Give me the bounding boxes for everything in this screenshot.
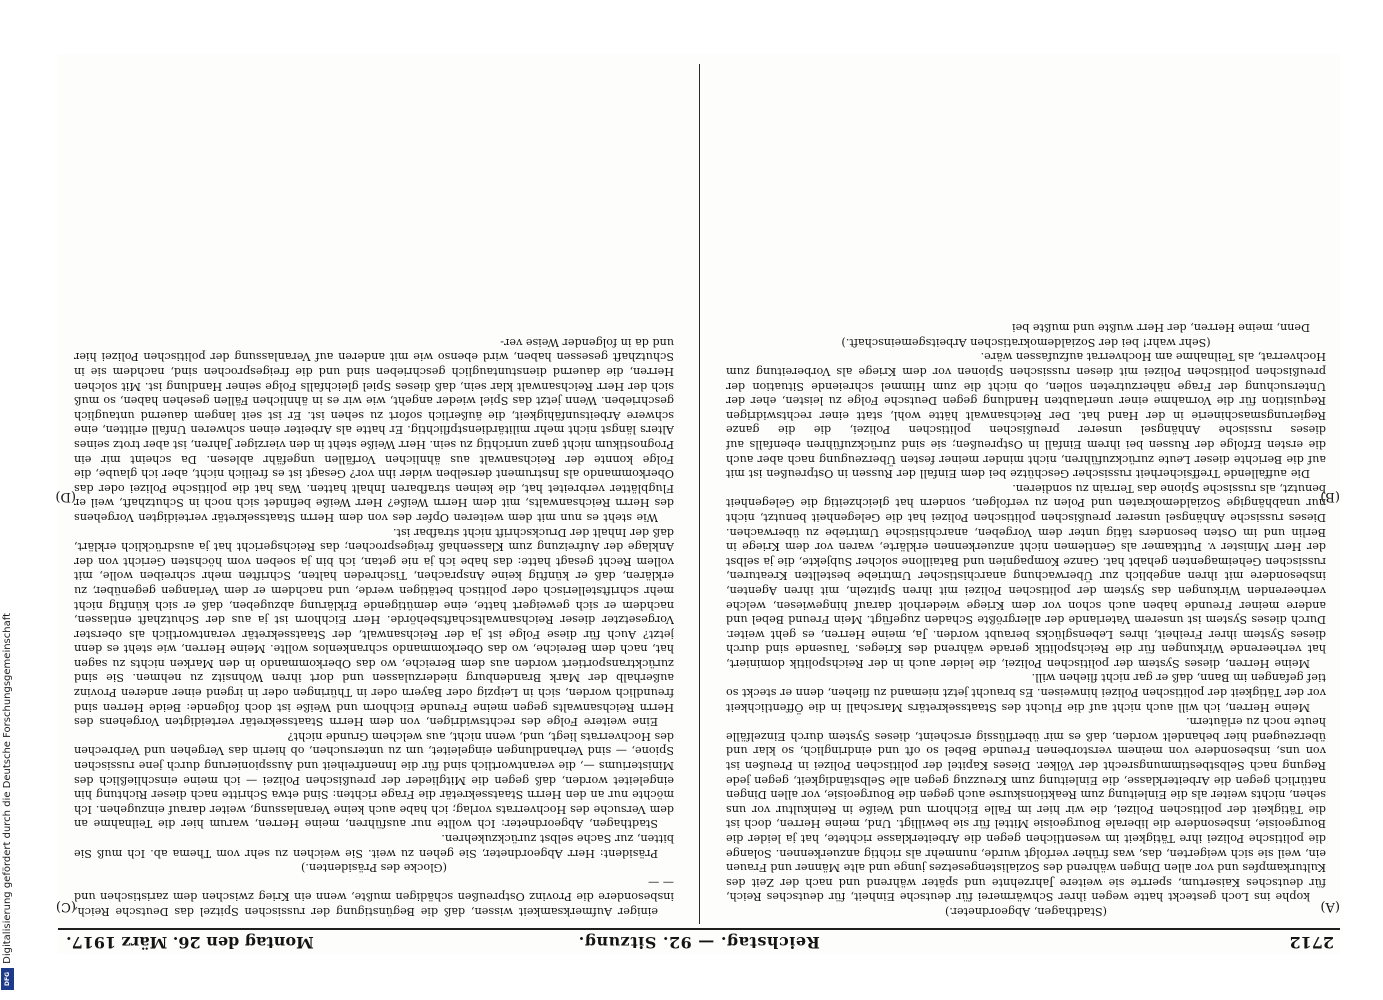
paragraph: Die auffallende Treffsicherheit russischer Geschütze bei dem Einfall der Russen in Ostpreußen ist mit auf die Berichte dieser Leute zurückzuführen, nicht minder meiner festen Überzeugung nach aber auch die ersten Erfolge der Russen bei ihrem Einfall in Ostpreußen; sie sind zurückzuführen ebenfalls auf dieses russische Anhängsel unserer preußischen politischen Polizei, die die ganze Regierungsmaschinerie in der Hand hat. Der Reichsanwalt hätte wohl, statt einer rechtswidrigen Requisition für die Vornahme einer unerlaubten Handlung gegen Deutsche Folge zu leisten, eher der Untersuchung der Frage näherzutreten sollen, ob nicht die zum Himmel schreiende Situation der preußischen politischen Polizei mit diesen russischen Spionen vor dem Kriege als Vorbereitung zum Hochverrat, als Teilnahme am Hochverrat aufzufassen wäre. xyxy=(726,350,1326,481)
paragraph: kophe ins Loch gesteckt hatte wegen ihrer Schwärmerei für deutsche Einheit, für deutsches Reich, für deutsches Kaisertum, sperrte sie weitere Jahrzehnte und später während und nach der Zeit des Kulturkampfes und vor allen Dingen während des Sozialistengesetzes junge und alte Männer und Frauen ein, weil sie sich weigerten, das, was früher verfolgt wurde, nunmehr als richtig anzuerkennen. Solange die politische Polizei ihre Tätigkeit im wesentlichen gegen die Arbeiterklasse richtete, hat ja leider die Bourgeoisie, insbesondere die liberale Bourgeoisie Mittel für sie bewilligt. Und, meine Herren, doch ist die Tätigkeit der politischen Polizei, die wir hier im Falle Eichhorn und Weiße in Reinkultur vor uns sehen, nichts weiter als die Einleitung zum Reaktionskurse auch gegen die Bourgeoisie, vor allen Dingen natürlich gegen die Arbeiterklasse, die Einleitung zum Kreuzzug gegen alle Selbständigkeit, gegen jede Regung nach Selbstbestimmungsrecht der Völker. Dieses Kapitel der politischen Polizei in Preußen ist von uns, insbesondere von meinem verstorbenen Freunde Bebel so oft und eindringlich, so klar und überzeugend hier behandelt worden, daß es mir überflüssig erscheint, dieses System durch Einzelfälle heute noch zu erläutern. xyxy=(726,715,1326,904)
paragraph: einiger Aufmerksamkeit wissen, daß die Begünstigung der russischen Spitzel das Deutsche Reich, insbesondere die Provinz Ostpreußen schädigen mußte, wenn ein Krieg zwischen dem zaristischen und — — xyxy=(74,875,674,918)
interjection: (Sehr wahr! bei der Sozialdemokratischen Arbeitsgemeinschaft.) xyxy=(841,335,1211,349)
margin-letter-d: (D) xyxy=(55,489,76,504)
paragraph: Denn, meine Herren, der Herr wußte und mußte bei xyxy=(1011,321,1310,335)
session-title: Reichstag. — 92. Sitzung. xyxy=(578,933,820,952)
paragraph: Eine weitere Folge des rechtswidrigen, von dem Herrn Staatssekretär verteidigten Vorgehens des Herrn Reichsanwalts gegen meine Freunde Eichhorn und Weiße ist doch folgende: Beide Herren sind freundlich worden, sich in Leipzig oder Bayern oder in Thüringen oder in irgend einer anderen Provinz außerhalb der Mark Brandenburg niederzulassen und dort ihren Wohnsitz zu nehmen. Sie sind zurücktransportiert worden aus dem Bereiche, wo das Oberkommando in den Marken nichts zu sagen hat, nach dem Bereiche, wo das Oberkommando schrankenlos wollte. Meine Herren, wie steht es denn jetzt? Auch für diese Folge ist ja der Reichsanwalt, der Staatssekretär verantwortlich als oberster Vorgesetzter dieser Reichsanwaltschaftsbehörde. Herr Eichhorn ist ja aus der Schutzhaft entlassen, nachdem er sich geweigert hatte, eine demütigende Erklärung abzugeben, daß er sich künftig nicht mehr schriftstellerisch oder politisch betätigen werde, und nachdem er dem Verlangen gegenüber, zu erklären, daß er künftig keine Ansprachen, Tischreden halten, Schriften mehr schreiben wolle, mit vollem Recht gesagt hatte: das habe ich ja nie getan, ich bin ja soeben vom höchsten Gericht von der Anklage der Aufreizung zum Klassenhaß freigesprochen; das Reichsgericht hat ja ausdrücklich erklärt, daß der Inhalt der Druckschrift nicht strafbar ist. xyxy=(74,525,674,729)
margin-letter-c: (C) xyxy=(55,899,76,914)
speaker-heading: (Stadthagen, Abgeordneter.) xyxy=(944,905,1108,918)
page-number: 2712 xyxy=(1289,933,1334,952)
interjection: (Glocke des Präsidenten.) xyxy=(301,861,448,875)
paragraph: Wie steht es nun mit dem weiteren Opfer des von dem Herrn Staatssekretär verteidigten Vorgehens des Herrn Reichsanwalts, mit dem Herrn Weiße? Herr Weiße befindet sich noch in Schutzhaft, weil er Flugblätter verbreitet hat, die keinen strafbaren Inhalt hatten. Was hat die politische Polizei oder das Oberkommando als Instrument derselben wider ihn vor? Gesagt ist es freilich nicht, aber ich glaube, die Folge konnte der Reichsanwalt aus ähnlichen Vorfällen ungefähr ablesen. Da scheint mir ein Prognostikum nicht ganz unrichtig zu sein. Herr Weiße steht in den vierziger Jahren, ist aber trotz seines Alters längst nicht mehr militärdienstpflichtig. Er hatte als Arbeiter einen schweren Unfall erlitten, eine schwere Arbeitsunfähigkeit, die äußerlich sofort zu sehen ist. Er ist seit langem dauernd untauglich geschrieben. Wenn jetzt das Spiel wieder angeht, wie wir es in ähnlichen Fällen gesehen haben, so muß sich der Herr Reichsanwalt klar sein, daß dieses Spiel gleichfalls Folge seiner Handlung ist. Mit solchen Herren, die dauernd dienstuntauglich geschrieben sind und die freigesprochen sind, nachdem sie in Schutzhaft gesessen haben, wird ebenso wie mit anderen auf Veranlassung der politischen Polizei hier und da in folgender Weise ver- xyxy=(74,335,674,524)
session-date: Montag den 26. März 1917. xyxy=(66,933,314,952)
speaker-paragraph: Stadthagen, Abgeordneter: Ich wollte nur ausführen, meine Herren, warum hier die Teilnahme an dem Versuche des Hochverrats vorlag; ich habe auch keine Veranlassung, weiter darauf einzugehen. Ich möchte nur an den Herrn Staatssekretär die Frage richten: Sind etwa Schritte nach dieser Richtung hin eingeleitet worden, daß gegen die Mitglieder der preußischen Polizei — ich meine einschließlich des Ministeriums —, die verantwortlich sind für die Innenfreiheit und Ausspionierung durch jene russischen Spione, — sind Verhandlungen eingeleitet, um zu untersuchen, ob hierin das Vergehen und Verbrechen des Hochverrats liegt, und, wenn nicht, aus welchem Grunde nicht? xyxy=(74,729,674,831)
paragraph: Meine Herren, ich will auch nicht auf die Flucht des Staatssekretärs Marschall in die Öffentlichkeit vor der Tätigkeit der politischen Polizei hinweisen. Es braucht jetzt niemand zu fliehen, denn er steckt so tief gefangen im Bann, daß er gar nicht fliehen will. xyxy=(726,671,1326,714)
credit-text: Digitalisierung gefördert durch die Deutsche Forschungsgemeinschaft xyxy=(2,613,13,964)
digitization-credit xyxy=(1,600,15,994)
paragraph: Meine Herren, dieses System der politischen Polizei, die leider auch in der Reichspolitik dominiert, hat verheerende Wirkungen für die Reichspolitik gerade während des Krieges. Tausende sind durch dieses System ihrer Freiheit, ihres Lebensglücks beraubt worden. Ja, meine Herren, es geht weiter. Durch dieses System ist unserem Vaterlande der allergrößte Schaden zugefügt. Mein Freund Bebel und andere meiner Freunde haben auch schon vor dem Kriege wiederholt darauf hingewiesen, welche verheerenden Wirkungen das System der politischen Polizei mit ihren Spitzeln, mit ihren Agenten, insbesondere mit ihren angeblich zur Überwachung anarchistischer Umtriebe bestellten Kreaturen, russischen Geheimagenten gehabt hat. Ganze Kompagnien und Bataillone solcher Subjekte, die ja selbst der Herr Minister v. Puttkamer als Gentlemen nicht anzuerkennen erklärte, waren vor dem Kriege in Berlin und im Osten besonders tätig unter dem Vorgeben, anarchistische Umtriebe zu überwachen. Dieses russische Anhängsel unserer preußischen politischen Polizei hat die Gelegenheit benutzt, nicht nur unabhängige Sozialdemokraten und Polen zu verfolgen, sondern hat gleichzeitig die Gelegenheit benutzt, als russische Spione das Terrain zu sondieren. xyxy=(726,481,1326,670)
left-column xyxy=(726,58,1326,918)
right-column xyxy=(74,58,674,918)
president-remark: Präsident: Herr Abgeordneter, Sie gehen zu weit. Sie weichen zu sehr vom Thema ab. Ich muß Sie bitten, zur Sache selbst zurückzukehren. xyxy=(74,832,674,860)
margin-letter-b: (B) xyxy=(1320,489,1340,504)
newspaper-sheet xyxy=(55,54,1340,954)
column-divider xyxy=(699,64,700,924)
dfg-logo: DFG xyxy=(1,968,14,990)
margin-letter-a: (A) xyxy=(1320,899,1340,914)
page-header xyxy=(58,928,1340,954)
scanned-page xyxy=(55,54,1340,954)
